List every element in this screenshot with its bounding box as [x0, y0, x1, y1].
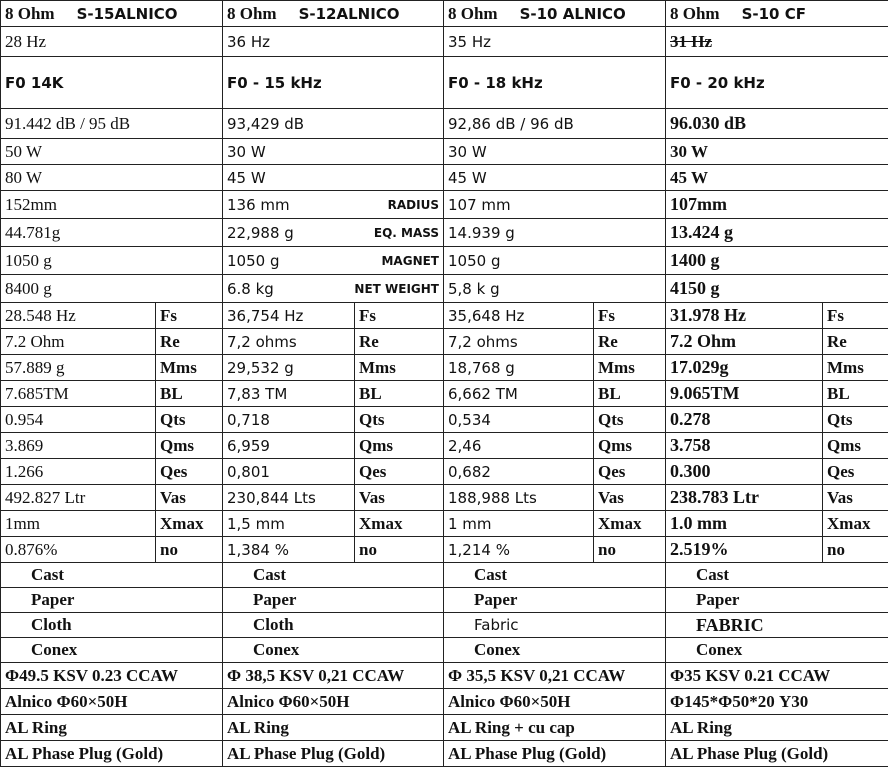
- table-cell: Φ49.5 KSV 0.23 CCAW: [1, 663, 223, 689]
- param-label: Fs: [355, 303, 444, 329]
- table-row: [1, 57, 888, 109]
- param-value: 1.266: [1, 459, 156, 485]
- table-cell: [223, 191, 444, 219]
- side-label: MAGNET: [381, 254, 439, 268]
- table-cell: AL Ring: [666, 715, 888, 741]
- param-value: 3.758: [666, 433, 823, 459]
- param-label: Mms: [594, 355, 666, 381]
- table-row: [1, 219, 888, 247]
- table-row: [1, 537, 888, 563]
- side-label: NET WEIGHT: [354, 282, 439, 296]
- param-value: 1,5 mm: [223, 511, 355, 537]
- param-label: Mms: [355, 355, 444, 381]
- param-value: 29,532 g: [223, 355, 355, 381]
- table-cell: Φ35 KSV 0.21 CCAW: [666, 663, 888, 689]
- model-header: [227, 4, 439, 24]
- table-row: [1, 109, 888, 139]
- param-value: 1mm: [1, 511, 156, 537]
- table-row: [1, 275, 888, 303]
- param-value: 0,682: [444, 459, 594, 485]
- table-cell: AL Phase Plug (Gold): [444, 741, 666, 767]
- param-value: 2.519%: [666, 537, 823, 563]
- param-label: Qts: [156, 407, 223, 433]
- param-label: no: [355, 537, 444, 563]
- table-cell: Cast: [666, 563, 888, 588]
- param-label: Qms: [823, 433, 888, 459]
- table-row: [1, 588, 888, 613]
- table-cell: F0 - 15 kHz: [223, 57, 444, 109]
- table-cell: AL Ring + cu cap: [444, 715, 666, 741]
- table-cell: Φ 38,5 KSV 0,21 CCAW: [223, 663, 444, 689]
- cell-value: 1050 g: [227, 252, 279, 270]
- param-label: Vas: [156, 485, 223, 511]
- param-label: BL: [355, 381, 444, 407]
- param-value: 0,801: [223, 459, 355, 485]
- param-label: Xmax: [355, 511, 444, 537]
- table-row: [1, 689, 888, 715]
- model-name: S-10 CF: [742, 5, 806, 23]
- param-value: 0.954: [1, 407, 156, 433]
- param-label: BL: [156, 381, 223, 407]
- param-label: Vas: [355, 485, 444, 511]
- table-cell: Paper: [444, 588, 666, 613]
- param-value: 0,718: [223, 407, 355, 433]
- param-label: Qes: [594, 459, 666, 485]
- table-cell: [223, 247, 444, 275]
- param-label: Qes: [156, 459, 223, 485]
- param-value: 7.2 Ohm: [666, 329, 823, 355]
- table-cell: 5,8 k g: [444, 275, 666, 303]
- table-cell: Paper: [1, 588, 223, 613]
- impedance-label: 8 Ohm: [670, 4, 720, 24]
- value-with-side-label: [227, 280, 439, 298]
- table-cell: 96.030 dB: [666, 109, 888, 139]
- param-value: 18,768 g: [444, 355, 594, 381]
- impedance-label: 8 Ohm: [448, 4, 498, 24]
- table-cell: 50 W: [1, 139, 223, 165]
- table-cell: 91.442 dB / 95 dB: [1, 109, 223, 139]
- model-name: S-12ALNICO: [299, 5, 400, 23]
- table-cell: 152mm: [1, 191, 223, 219]
- table-row: [1, 485, 888, 511]
- table-cell: F0 - 20 kHz: [666, 57, 888, 109]
- param-value: 2,46: [444, 433, 594, 459]
- table-row: [1, 741, 888, 767]
- table-cell: AL Ring: [223, 715, 444, 741]
- table-cell: Fabric: [444, 613, 666, 638]
- table-cell: Alnico Φ60×50H: [444, 689, 666, 715]
- table-row: [1, 715, 888, 741]
- table-cell: 28 Hz: [1, 27, 223, 57]
- param-label: Fs: [594, 303, 666, 329]
- table-cell: 45 W: [223, 165, 444, 191]
- table-cell: [223, 275, 444, 303]
- value-with-side-label: [227, 224, 439, 242]
- table-cell: 31 Hz: [666, 27, 888, 57]
- param-label: Qes: [823, 459, 888, 485]
- param-label: Xmax: [823, 511, 888, 537]
- table-cell: Cast: [444, 563, 666, 588]
- param-value: 31.978 Hz: [666, 303, 823, 329]
- table-cell: FABRIC: [666, 613, 888, 638]
- param-label: Qms: [156, 433, 223, 459]
- table-cell: 30 W: [666, 139, 888, 165]
- impedance-label: 8 Ohm: [227, 4, 277, 24]
- table-cell: 45 W: [666, 165, 888, 191]
- table-cell: Conex: [1, 638, 223, 663]
- param-value: 28.548 Hz: [1, 303, 156, 329]
- param-label: Qes: [355, 459, 444, 485]
- param-value: 7.2 Ohm: [1, 329, 156, 355]
- cell-value: 22,988 g: [227, 224, 294, 242]
- table-row: [1, 139, 888, 165]
- table-cell: Conex: [666, 638, 888, 663]
- table-cell: AL Ring: [1, 715, 223, 741]
- param-value: 0,534: [444, 407, 594, 433]
- table-cell: 107mm: [666, 191, 888, 219]
- table-cell: Conex: [223, 638, 444, 663]
- table-cell: 92,86 dB / 96 dB: [444, 109, 666, 139]
- model-header-cell: [666, 1, 888, 27]
- param-value: 188,988 Lts: [444, 485, 594, 511]
- param-value: 1,214 %: [444, 537, 594, 563]
- table-cell: Alnico Φ60×50H: [1, 689, 223, 715]
- table-cell: 8400 g: [1, 275, 223, 303]
- param-label: no: [823, 537, 888, 563]
- table-row: [1, 165, 888, 191]
- table-cell: Alnico Φ60×50H: [223, 689, 444, 715]
- param-value: 492.827 Ltr: [1, 485, 156, 511]
- param-label: Qts: [594, 407, 666, 433]
- table-row: [1, 329, 888, 355]
- table-cell: 44.781g: [1, 219, 223, 247]
- table-row: [1, 381, 888, 407]
- model-header-cell: [444, 1, 666, 27]
- header-row: [1, 1, 888, 27]
- table-row: [1, 191, 888, 219]
- param-label: Mms: [156, 355, 223, 381]
- param-value: 35,648 Hz: [444, 303, 594, 329]
- param-label: BL: [594, 381, 666, 407]
- model-header: [670, 4, 884, 24]
- param-label: Vas: [823, 485, 888, 511]
- table-cell: 30 W: [444, 139, 666, 165]
- table-cell: Paper: [223, 588, 444, 613]
- param-label: Re: [355, 329, 444, 355]
- table-cell: 4150 g: [666, 275, 888, 303]
- table-cell: F0 14K: [1, 57, 223, 109]
- model-header-cell: [223, 1, 444, 27]
- param-value: 7.685TM: [1, 381, 156, 407]
- param-label: Qts: [823, 407, 888, 433]
- table-row: [1, 563, 888, 588]
- table-row: [1, 247, 888, 275]
- table-cell: Cloth: [1, 613, 223, 638]
- param-value: 6,662 TM: [444, 381, 594, 407]
- model-header: [448, 4, 661, 24]
- table-row: [1, 355, 888, 381]
- table-cell: AL Phase Plug (Gold): [666, 741, 888, 767]
- model-header: [5, 4, 218, 24]
- param-value: 6,959: [223, 433, 355, 459]
- table-cell: 35 Hz: [444, 27, 666, 57]
- param-label: Mms: [823, 355, 888, 381]
- table-cell: [223, 219, 444, 247]
- table-cell: 107 mm: [444, 191, 666, 219]
- param-value: 7,2 ohms: [444, 329, 594, 355]
- table-cell: Φ145*Φ50*20 Y30: [666, 689, 888, 715]
- value-with-side-label: [227, 196, 439, 214]
- param-value: 7,2 ohms: [223, 329, 355, 355]
- cell-value: 6.8 kg: [227, 280, 274, 298]
- side-label: RADIUS: [388, 198, 439, 212]
- param-value: 36,754 Hz: [223, 303, 355, 329]
- table-row: [1, 459, 888, 485]
- table-row: [1, 663, 888, 689]
- model-name: S-15ALNICO: [77, 5, 178, 23]
- table-row: [1, 407, 888, 433]
- table-cell: AL Phase Plug (Gold): [1, 741, 223, 767]
- param-label: Xmax: [594, 511, 666, 537]
- param-value: 17.029g: [666, 355, 823, 381]
- table-cell: Conex: [444, 638, 666, 663]
- param-label: Vas: [594, 485, 666, 511]
- value-with-side-label: [227, 252, 439, 270]
- param-label: Re: [823, 329, 888, 355]
- param-value: 230,844 Lts: [223, 485, 355, 511]
- model-name: S-10 ALNICO: [520, 5, 626, 23]
- table-cell: 1050 g: [1, 247, 223, 275]
- param-label: BL: [823, 381, 888, 407]
- table-row: [1, 638, 888, 663]
- table-cell: Paper: [666, 588, 888, 613]
- param-label: Fs: [156, 303, 223, 329]
- param-label: Qts: [355, 407, 444, 433]
- param-label: Qms: [594, 433, 666, 459]
- table-row: [1, 511, 888, 537]
- table-cell: Cloth: [223, 613, 444, 638]
- param-value: 3.869: [1, 433, 156, 459]
- param-label: Re: [156, 329, 223, 355]
- table-cell: F0 - 18 kHz: [444, 57, 666, 109]
- param-value: 1,384 %: [223, 537, 355, 563]
- param-label: Fs: [823, 303, 888, 329]
- table-row: [1, 303, 888, 329]
- table-row: [1, 613, 888, 638]
- cell-value: 136 mm: [227, 196, 290, 214]
- param-label: Re: [594, 329, 666, 355]
- table-cell: 36 Hz: [223, 27, 444, 57]
- param-label: no: [594, 537, 666, 563]
- table-cell: Cast: [1, 563, 223, 588]
- table-cell: Cast: [223, 563, 444, 588]
- impedance-label: 8 Ohm: [5, 4, 55, 24]
- param-value: 0.300: [666, 459, 823, 485]
- table-cell: 13.424 g: [666, 219, 888, 247]
- param-value: 238.783 Ltr: [666, 485, 823, 511]
- param-value: 0.876%: [1, 537, 156, 563]
- param-value: 57.889 g: [1, 355, 156, 381]
- param-value: 7,83 TM: [223, 381, 355, 407]
- param-label: Xmax: [156, 511, 223, 537]
- table-cell: 1050 g: [444, 247, 666, 275]
- table-row: [1, 27, 888, 57]
- param-label: Qms: [355, 433, 444, 459]
- table-row: [1, 433, 888, 459]
- model-header-cell: [1, 1, 223, 27]
- table-cell: 93,429 dB: [223, 109, 444, 139]
- param-value: 0.278: [666, 407, 823, 433]
- table-cell: 14.939 g: [444, 219, 666, 247]
- param-value: 1 mm: [444, 511, 594, 537]
- param-label: no: [156, 537, 223, 563]
- table-cell: Φ 35,5 KSV 0,21 CCAW: [444, 663, 666, 689]
- table-cell: 80 W: [1, 165, 223, 191]
- table-cell: 1400 g: [666, 247, 888, 275]
- param-value: 9.065TM: [666, 381, 823, 407]
- table-cell: AL Phase Plug (Gold): [223, 741, 444, 767]
- table-cell: 45 W: [444, 165, 666, 191]
- table-cell: 30 W: [223, 139, 444, 165]
- side-label: EQ. MASS: [374, 226, 439, 240]
- param-value: 1.0 mm: [666, 511, 823, 537]
